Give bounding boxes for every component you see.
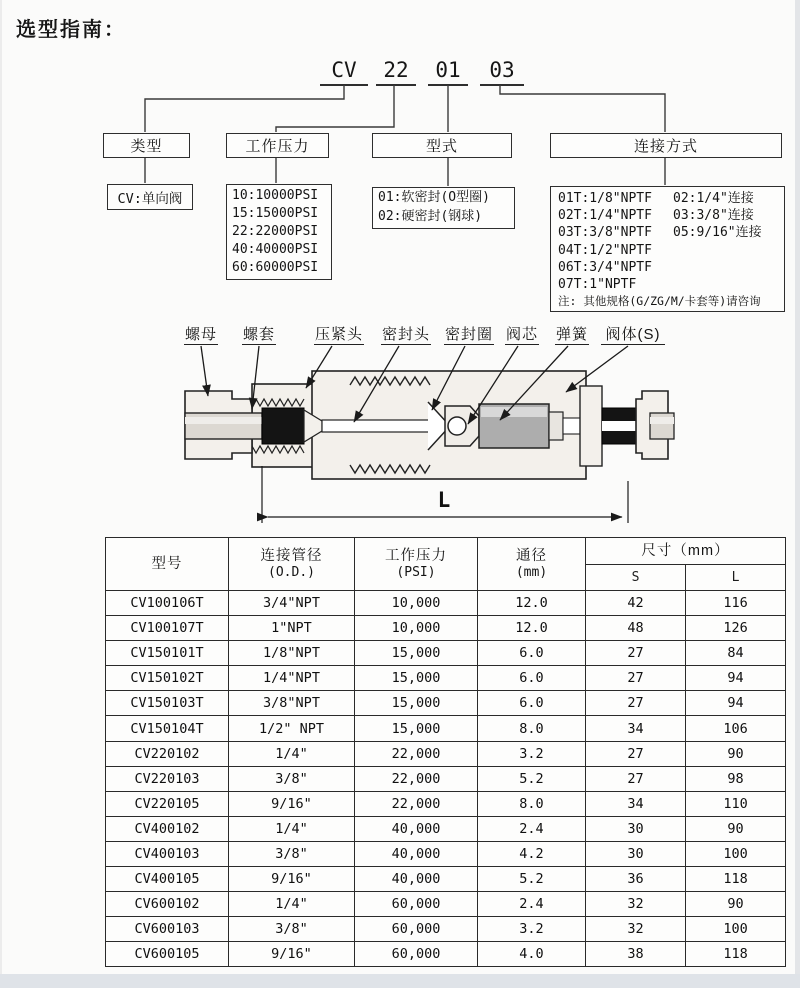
table-row bbox=[106, 716, 786, 741]
connection-category-box bbox=[550, 133, 782, 158]
model-code-pressure: 22 bbox=[376, 58, 416, 86]
table-row bbox=[106, 892, 786, 917]
table-cell: 1/8"NPT bbox=[229, 641, 355, 666]
table-row bbox=[106, 917, 786, 942]
table-cell: 3.2 bbox=[478, 741, 586, 766]
table-cell: 94 bbox=[686, 666, 786, 691]
col-header-model: 型号 bbox=[106, 538, 229, 591]
table-cell: 110 bbox=[686, 791, 786, 816]
table-cell: 27 bbox=[586, 666, 686, 691]
col-header-pressure-line2: (PSI) bbox=[396, 565, 436, 580]
col-header-pressure-line1: 工作压力 bbox=[385, 548, 447, 564]
part-label-valve-core: 阀芯 bbox=[505, 326, 538, 343]
option-line: 01T:1/8"NPTF bbox=[558, 191, 652, 206]
table-cell: 32 bbox=[586, 917, 686, 942]
table-cell: 90 bbox=[686, 816, 786, 841]
table-cell: CV400103 bbox=[106, 841, 229, 866]
table-cell: 38 bbox=[586, 942, 686, 967]
table-cell: CV150104T bbox=[106, 716, 229, 741]
connection-options-col1 bbox=[558, 190, 652, 293]
option-line: 05:9/16"连接 bbox=[673, 225, 762, 241]
table-cell: 1/4" bbox=[229, 816, 355, 841]
table-cell: 36 bbox=[586, 867, 686, 892]
table-cell: 3/8" bbox=[229, 766, 355, 791]
table-cell: 27 bbox=[586, 741, 686, 766]
table-cell: 9/16" bbox=[229, 942, 355, 967]
connection-category-label: 连接方式 bbox=[633, 138, 698, 155]
table-cell: 27 bbox=[586, 641, 686, 666]
model-code-form: 01 bbox=[428, 58, 468, 86]
table-cell: 27 bbox=[586, 766, 686, 791]
table-cell: 60,000 bbox=[355, 942, 478, 967]
table-row bbox=[106, 841, 786, 866]
col-header-size: 尺寸（mm） bbox=[586, 538, 786, 565]
table-cell: 90 bbox=[686, 892, 786, 917]
table-cell: 15,000 bbox=[355, 691, 478, 716]
table-cell: 1/4" bbox=[229, 741, 355, 766]
table-cell: 3/8" bbox=[229, 917, 355, 942]
connection-note: 注: 其他规格(G/ZG/M/卡套等)请咨询 bbox=[558, 294, 761, 308]
table-cell: 118 bbox=[686, 867, 786, 892]
table-cell: CV400102 bbox=[106, 816, 229, 841]
table-cell: 3.2 bbox=[478, 917, 586, 942]
table-cell: 40,000 bbox=[355, 867, 478, 892]
table-cell: 15,000 bbox=[355, 641, 478, 666]
table-cell: 10,000 bbox=[355, 591, 478, 616]
option-line: 02T:1/4"NPTF bbox=[558, 208, 652, 224]
table-cell: CV600103 bbox=[106, 917, 229, 942]
table-cell: 48 bbox=[586, 616, 686, 641]
table-cell: 84 bbox=[686, 641, 786, 666]
table-cell: 3/4"NPT bbox=[229, 591, 355, 616]
table-cell: 34 bbox=[586, 791, 686, 816]
table-cell: 98 bbox=[686, 766, 786, 791]
table-row bbox=[106, 791, 786, 816]
table-cell: 5.2 bbox=[478, 766, 586, 791]
table-cell: 12.0 bbox=[478, 591, 586, 616]
table-cell: CV150103T bbox=[106, 691, 229, 716]
spec-table-body bbox=[106, 591, 786, 967]
table-cell: 4.0 bbox=[478, 942, 586, 967]
table-cell: 40,000 bbox=[355, 841, 478, 866]
table-cell: 30 bbox=[586, 841, 686, 866]
table-cell: 126 bbox=[686, 616, 786, 641]
option-line: 10:10000PSI bbox=[232, 188, 319, 203]
table-cell: 100 bbox=[686, 841, 786, 866]
table-cell: 1/4" bbox=[229, 892, 355, 917]
option-line: 06T:3/4"NPTF bbox=[558, 259, 652, 275]
table-cell: CV220105 bbox=[106, 791, 229, 816]
table-row bbox=[106, 666, 786, 691]
table-cell: 5.2 bbox=[478, 867, 586, 892]
table-cell: 10,000 bbox=[355, 616, 478, 641]
part-label-valve-body: 阀体(S) bbox=[601, 325, 665, 345]
table-cell: CV100107T bbox=[106, 616, 229, 641]
option-line: 40:40000PSI bbox=[232, 242, 319, 257]
option-line: 60:60000PSI bbox=[232, 260, 319, 275]
table-cell: 4.2 bbox=[478, 841, 586, 866]
type-option: CV:单向阀 bbox=[117, 191, 183, 207]
table-cell: 60,000 bbox=[355, 917, 478, 942]
model-code-connection: 03 bbox=[480, 58, 524, 86]
table-cell: CV400105 bbox=[106, 867, 229, 892]
table-row bbox=[106, 616, 786, 641]
connection-options-box bbox=[550, 186, 785, 312]
col-header-size-s: S bbox=[586, 565, 686, 591]
table-row bbox=[106, 942, 786, 967]
table-cell: 22,000 bbox=[355, 791, 478, 816]
pressure-options-box bbox=[226, 184, 332, 280]
table-cell: CV600102 bbox=[106, 892, 229, 917]
table-cell: 32 bbox=[586, 892, 686, 917]
option-line: 02:1/4"连接 bbox=[673, 191, 754, 206]
table-cell: 8.0 bbox=[478, 716, 586, 741]
col-header-bore bbox=[478, 538, 586, 591]
table-row bbox=[106, 741, 786, 766]
option-line: 01:软密封(O型圈) bbox=[378, 190, 490, 205]
table-row bbox=[106, 867, 786, 892]
col-header-od bbox=[229, 538, 355, 591]
table-row bbox=[106, 816, 786, 841]
table-cell: 2.4 bbox=[478, 892, 586, 917]
pressure-category-box bbox=[226, 133, 329, 158]
part-label-seal-head: 密封头 bbox=[381, 326, 430, 343]
table-cell: 3/8" bbox=[229, 841, 355, 866]
table-cell: 22,000 bbox=[355, 741, 478, 766]
table-cell: 8.0 bbox=[478, 791, 586, 816]
page-title: 选型指南： bbox=[16, 19, 126, 41]
table-cell: CV600105 bbox=[106, 942, 229, 967]
table-cell: 1/4"NPT bbox=[229, 666, 355, 691]
option-line: 22:22000PSI bbox=[232, 224, 319, 239]
option-line: 07T:1"NPTF bbox=[558, 277, 637, 293]
valve-body-drawing bbox=[185, 371, 674, 479]
table-cell: 94 bbox=[686, 691, 786, 716]
table-row bbox=[106, 691, 786, 716]
option-line: 04T:1/2"NPTF bbox=[558, 242, 652, 258]
col-header-bore-line2: (mm) bbox=[515, 565, 548, 580]
table-cell: 15,000 bbox=[355, 666, 478, 691]
form-category-label: 型式 bbox=[425, 138, 458, 155]
table-cell: 6.0 bbox=[478, 691, 586, 716]
col-header-pressure bbox=[355, 538, 478, 591]
table-row bbox=[106, 641, 786, 666]
table-cell: 116 bbox=[686, 591, 786, 616]
table-cell: 27 bbox=[586, 691, 686, 716]
part-label-nut: 螺母 bbox=[184, 326, 217, 343]
table-cell: 42 bbox=[586, 591, 686, 616]
form-options-box bbox=[372, 187, 515, 229]
table-cell: 2.4 bbox=[478, 816, 586, 841]
table-cell: 60,000 bbox=[355, 892, 478, 917]
option-line: 02:硬密封(钢球) bbox=[378, 208, 483, 224]
table-cell: 9/16" bbox=[229, 791, 355, 816]
table-row bbox=[106, 591, 786, 616]
table-cell: 90 bbox=[686, 741, 786, 766]
table-cell: 6.0 bbox=[478, 666, 586, 691]
connection-options-col2 bbox=[673, 190, 762, 242]
option-line: 15:15000PSI bbox=[232, 206, 319, 221]
type-category-label: 类型 bbox=[130, 138, 163, 155]
table-cell: 34 bbox=[586, 716, 686, 741]
table-cell: 9/16" bbox=[229, 867, 355, 892]
table-cell: CV150102T bbox=[106, 666, 229, 691]
table-cell: 22,000 bbox=[355, 766, 478, 791]
col-header-od-line1: 连接管径 bbox=[260, 548, 323, 564]
table-cell: 30 bbox=[586, 816, 686, 841]
table-cell: 100 bbox=[686, 917, 786, 942]
part-label-seal-ring: 密封圈 bbox=[444, 326, 493, 343]
col-header-bore-line1: 通径 bbox=[516, 548, 547, 564]
table-cell: CV150101T bbox=[106, 641, 229, 666]
col-header-size-l: L bbox=[686, 565, 786, 591]
type-category-box bbox=[103, 133, 190, 158]
table-cell: 106 bbox=[686, 716, 786, 741]
form-category-box bbox=[372, 133, 512, 158]
table-cell: 1"NPT bbox=[229, 616, 355, 641]
col-header-od-line2: (O.D.) bbox=[268, 565, 315, 580]
spec-table bbox=[105, 537, 786, 967]
model-code-type: CV bbox=[320, 58, 368, 86]
table-cell: CV220103 bbox=[106, 766, 229, 791]
part-label-spring: 弹簧 bbox=[555, 326, 588, 343]
table-cell: 3/8"NPT bbox=[229, 691, 355, 716]
table-row bbox=[106, 766, 786, 791]
table-cell: 40,000 bbox=[355, 816, 478, 841]
table-cell: 1/2" NPT bbox=[229, 716, 355, 741]
option-line: 03T:3/8"NPTF bbox=[558, 225, 652, 241]
table-cell: 118 bbox=[686, 942, 786, 967]
table-cell: 15,000 bbox=[355, 716, 478, 741]
table-cell: 6.0 bbox=[478, 641, 586, 666]
dimension-l-label: L bbox=[437, 488, 451, 512]
part-label-gland: 压紧头 bbox=[314, 326, 363, 343]
pressure-category-label: 工作压力 bbox=[245, 138, 310, 155]
part-label-sleeve: 螺套 bbox=[242, 326, 275, 343]
type-options-box bbox=[107, 184, 193, 210]
table-cell: CV220102 bbox=[106, 741, 229, 766]
table-cell: CV100106T bbox=[106, 591, 229, 616]
option-line: 03:3/8"连接 bbox=[673, 208, 754, 224]
table-cell: 12.0 bbox=[478, 616, 586, 641]
